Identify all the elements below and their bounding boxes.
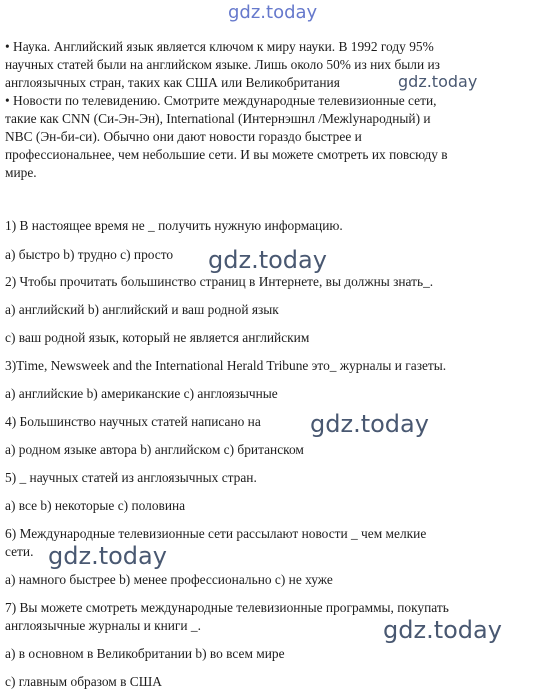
question-text: 3)Time, Newsweek and the International Herald Tribune это_ журналы и газеты. <box>5 358 447 373</box>
question-text: 5) _ научных статей из англоязычных стран. <box>5 470 257 485</box>
question-text: сети. <box>5 544 34 559</box>
intro-line: профессиональнее, чем небольшие сети. И вы можете смотреть их повсюду в <box>5 147 448 162</box>
intro-line: • Новости по телевидению. Смотрите международные телевизионные сети, <box>5 93 437 108</box>
answer-options: a) в основном в Великобритании b) во всем мире <box>5 646 285 661</box>
watermark-logo: gdz.today <box>383 616 502 644</box>
answer-options: a) быстро b) трудно c) просто <box>5 247 174 262</box>
intro-line: NBC (Эн-би-си). Обычно они дают новости гораздо быстрее и <box>5 129 362 144</box>
watermark-logo: gdz.today <box>310 410 429 438</box>
watermark-logo: gdz.today <box>398 72 478 91</box>
watermark-logo: gdz.today <box>208 246 327 274</box>
question-text: 6) Международные телевизионные сети рассылают новости _ чем мелкие <box>5 526 427 541</box>
answer-options: a) намного быстрее b) менее профессионально c) не хуже <box>5 572 333 587</box>
question-text: 1) В настоящее время не _ получить нужную информацию. <box>5 218 343 233</box>
intro-line: такие как CNN (Си-Эн-Эн), International (Интернэшнл /Межlународный) и <box>5 111 431 126</box>
intro-line: • Наука. Английский язык является ключом к миру науки. В 1992 году 95% <box>5 39 434 54</box>
intro-line: научных статей были на английском языке. Лишь около 50% из них были из <box>5 57 440 72</box>
answer-options: c) ваш родной язык, который не является английским <box>5 330 310 345</box>
answer-options: a) английские b) американские c) англоязычные <box>5 386 278 401</box>
question-text: англоязычные журналы и книги _. <box>5 618 201 633</box>
question-text: 7) Вы можете смотреть международные телевизионные программы, покупать <box>5 600 449 615</box>
answer-options: a) все b) некоторые c) половина <box>5 498 186 513</box>
intro-line: мире. <box>5 165 37 180</box>
question-text: 4) Большинство научных статей написано на <box>5 414 261 429</box>
question-text: 2) Чтобы прочитать большинство страниц в Интернете, вы должны знать_. <box>5 274 434 289</box>
intro-line: англоязычных стран, таких как США или Великобритания <box>5 75 340 90</box>
watermark-logo: gdz.today <box>228 2 318 23</box>
answer-options: c) главным образом в США <box>5 674 162 689</box>
answer-options: a) родном языке автора b) английском c) британском <box>5 442 304 457</box>
answer-options: a) английский b) английский и ваш родной язык <box>5 302 279 317</box>
watermark-logo: gdz.today <box>48 542 167 570</box>
